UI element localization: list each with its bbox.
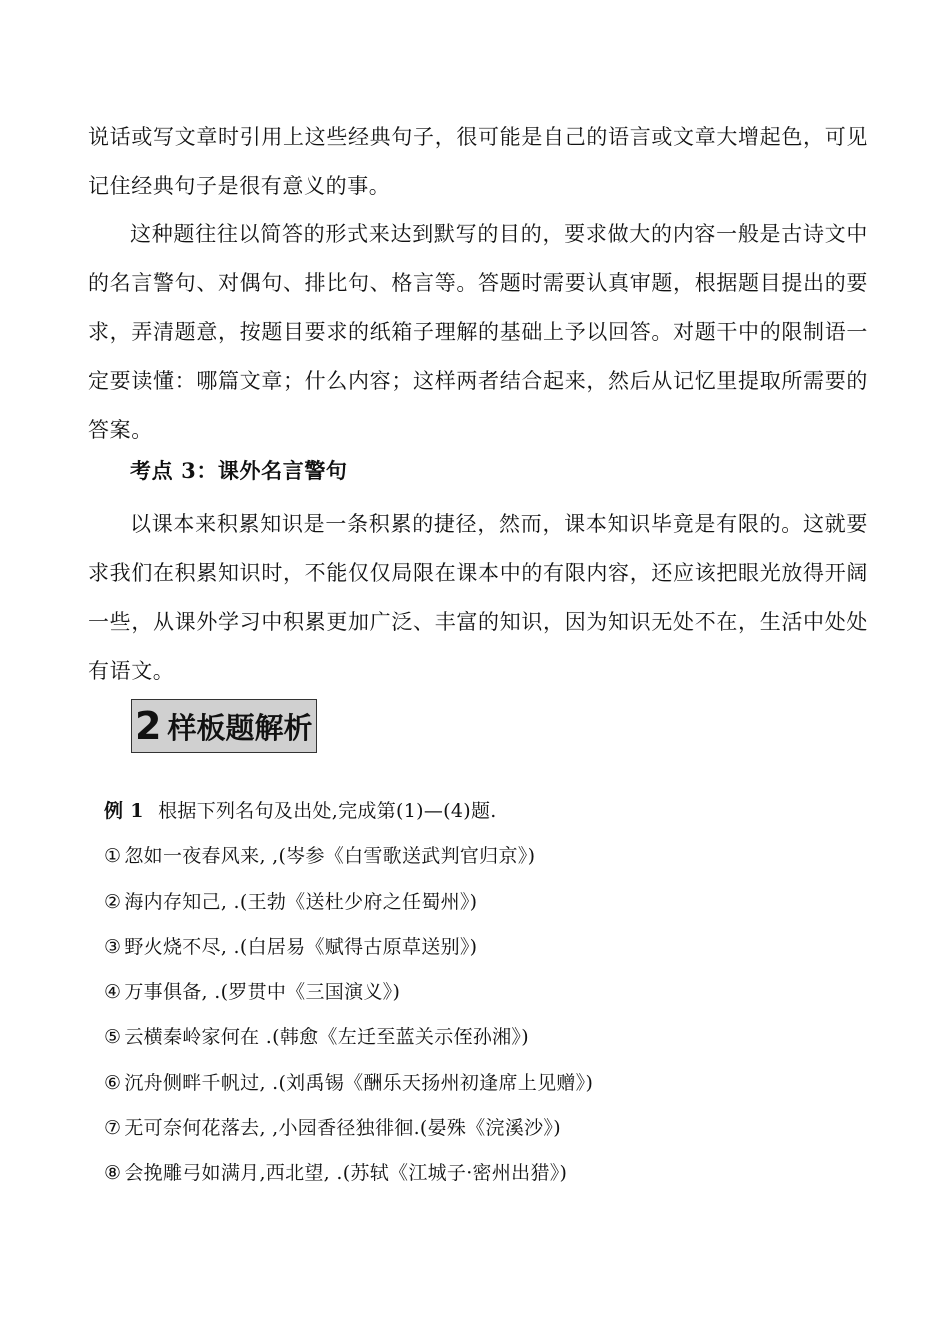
list-item	[104, 880, 884, 925]
list-item	[104, 834, 884, 879]
item-text: 无可奈何花落去, ,小园香径独徘徊.(晏殊《浣溪沙》)	[124, 1117, 561, 1140]
example-instruction-line	[104, 789, 884, 834]
item-number: ⑦	[104, 1117, 122, 1140]
paragraph-extracurricular: 以课本来积累知识是一条积累的捷径，然而，课本知识毕竟是有限的。这就要求我们在积累知识时，不能仅仅局限在课本中的有限内容，还应该把眼光放得开阔一些，从课外学习中积累更加广泛、丰富的知识，因为知识无处不在，生活中处处有语文。	[88, 512, 868, 683]
item-text: 沉舟侧畔千帆过, .(刘禹锡《酬乐天扬州初逢席上见赠》)	[124, 1071, 594, 1094]
section-number: 2	[135, 704, 162, 748]
list-item	[104, 1015, 884, 1060]
item-text: 野火烧不尽, .(白居易《赋得古原草送别》)	[124, 935, 478, 958]
list-item	[104, 1061, 884, 1106]
paragraph-answer-method: 这种题往往以简答的形式来达到默写的目的，要求做大的内容一般是古诗文中的名言警句、对偶句、排比句、格言等。答题时需要认真审题，根据题目提出的要求，弄清题意，按题目要求的纸箱子理解的基础上予以回答。对题干中的限制语一定要读懂：哪篇文章；什么内容；这样两者结合起来，然后从记忆里提取所需要的答案。	[88, 222, 868, 442]
example-instruction: 根据下列名句及出处,完成第(1)—(4)题.	[158, 800, 497, 822]
item-number: ①	[104, 845, 122, 868]
example-label: 例 1	[104, 800, 144, 822]
example-block	[104, 789, 884, 1197]
list-item	[104, 1151, 884, 1196]
list-item	[104, 925, 884, 970]
item-number: ⑧	[104, 1162, 122, 1185]
item-number: ⑤	[104, 1026, 122, 1049]
item-text: 海内存知己, .(王勃《送杜少府之任蜀州》)	[124, 890, 478, 913]
section-heading-box	[131, 699, 317, 753]
item-text: 万事俱备, .(罗贯中《三国演义》)	[124, 981, 401, 1004]
item-text: 云横秦岭家何在 .(韩愈《左迁至蓝关示侄孙湘》)	[124, 1026, 529, 1049]
item-number: ②	[104, 890, 122, 913]
item-text: 会挽雕弓如满月,西北望, .(苏轼《江城子·密州出猎》)	[124, 1162, 568, 1185]
paragraph-intro-continuation: 说话或写文章时引用上这些经典句子，很可能是自己的语言或文章大增起色，可见记住经典句子是很有意义的事。	[88, 125, 868, 198]
list-item	[104, 1106, 884, 1151]
item-number: ③	[104, 935, 122, 958]
item-number: ⑥	[104, 1071, 122, 1094]
kaodian-heading: 考点 3：课外名言警句	[130, 458, 348, 483]
item-text: 忽如一夜春风来, ,(岑参《白雪歌送武判官归京》)	[124, 845, 536, 868]
section-title: 样板题解析	[167, 710, 313, 745]
item-number: ④	[104, 981, 122, 1004]
list-item	[104, 970, 884, 1015]
